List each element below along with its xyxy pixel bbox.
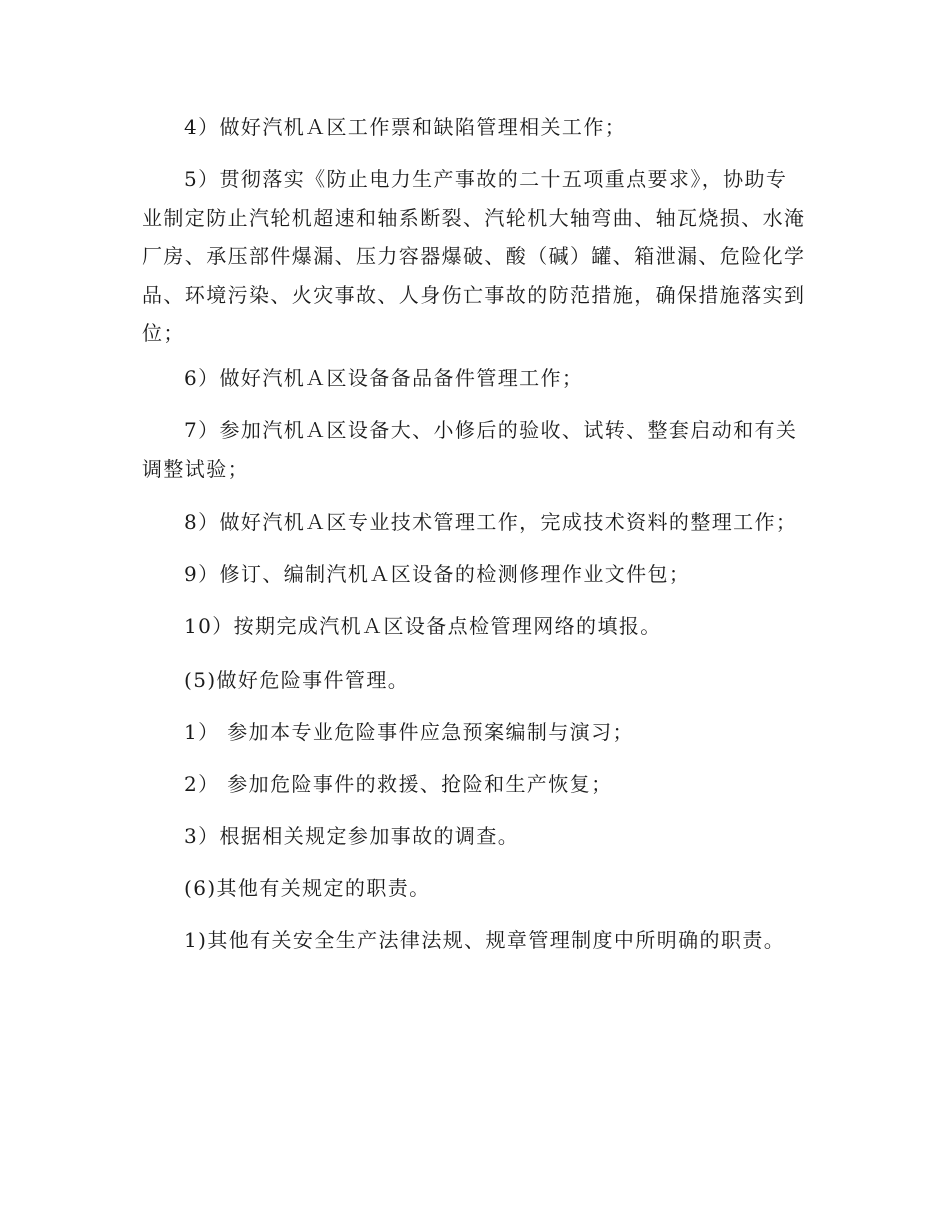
paragraph-item-1-emergency-plans: 1） 参加本专业危险事件应急预案编制与演习； [184,720,634,744]
paragraph-item-6-spare-parts: 6）做好汽机Ａ区设备备品备件管理工作； [184,366,584,390]
section-heading-5-hazard-management: (5)做好危险事件管理。 [184,668,410,692]
section-heading-6-other-duties: (6)其他有关规定的职责。 [184,876,431,900]
paragraph-item-8-technical-management: 8）做好汽机Ａ区专业技术管理工作，完成技术资料的整理工作； [184,510,798,534]
paragraph-item-5-accident-prevention: 5）贯彻落实《防止电力生产事故的二十五项重点要求》，协助专业制定防止汽轮机超速和轴系断裂、汽轮机大轴弯曲、轴瓦烧损、水淹厂房、承压部件爆漏、压力容器爆破、酸（碱）罐、箱泄漏、危险化学品、环境污染、火灾事故、人身伤亡事故的防范措施，确保措施落实到位； [142,167,806,345]
paragraph-item-10-inspection-network: 10）按期完成汽机Ａ区设备点检管理网络的填报。 [184,614,662,638]
paragraph-item-3-accident-investigation: 3）根据相关规定参加事故的调查。 [184,824,520,848]
paragraph-item-4-work-tickets: 4）做好汽机Ａ区工作票和缺陷管理相关工作； [184,115,627,139]
paragraph-item-1-other-regulations: 1)其他有关安全生产法律法规、规章管理制度中所明确的职责。 [184,928,786,952]
paragraph-item-9-work-packages: 9）修订、编制汽机Ａ区设备的检测修理作业文件包； [184,562,691,586]
paragraph-item-7-acceptance-tests: 7）参加汽机Ａ区设备大、小修后的验收、试转、整套启动和有关调整试验； [142,418,798,481]
paragraph-item-2-rescue-recovery: 2） 参加危险事件的救援、抢险和生产恢复； [184,772,613,796]
